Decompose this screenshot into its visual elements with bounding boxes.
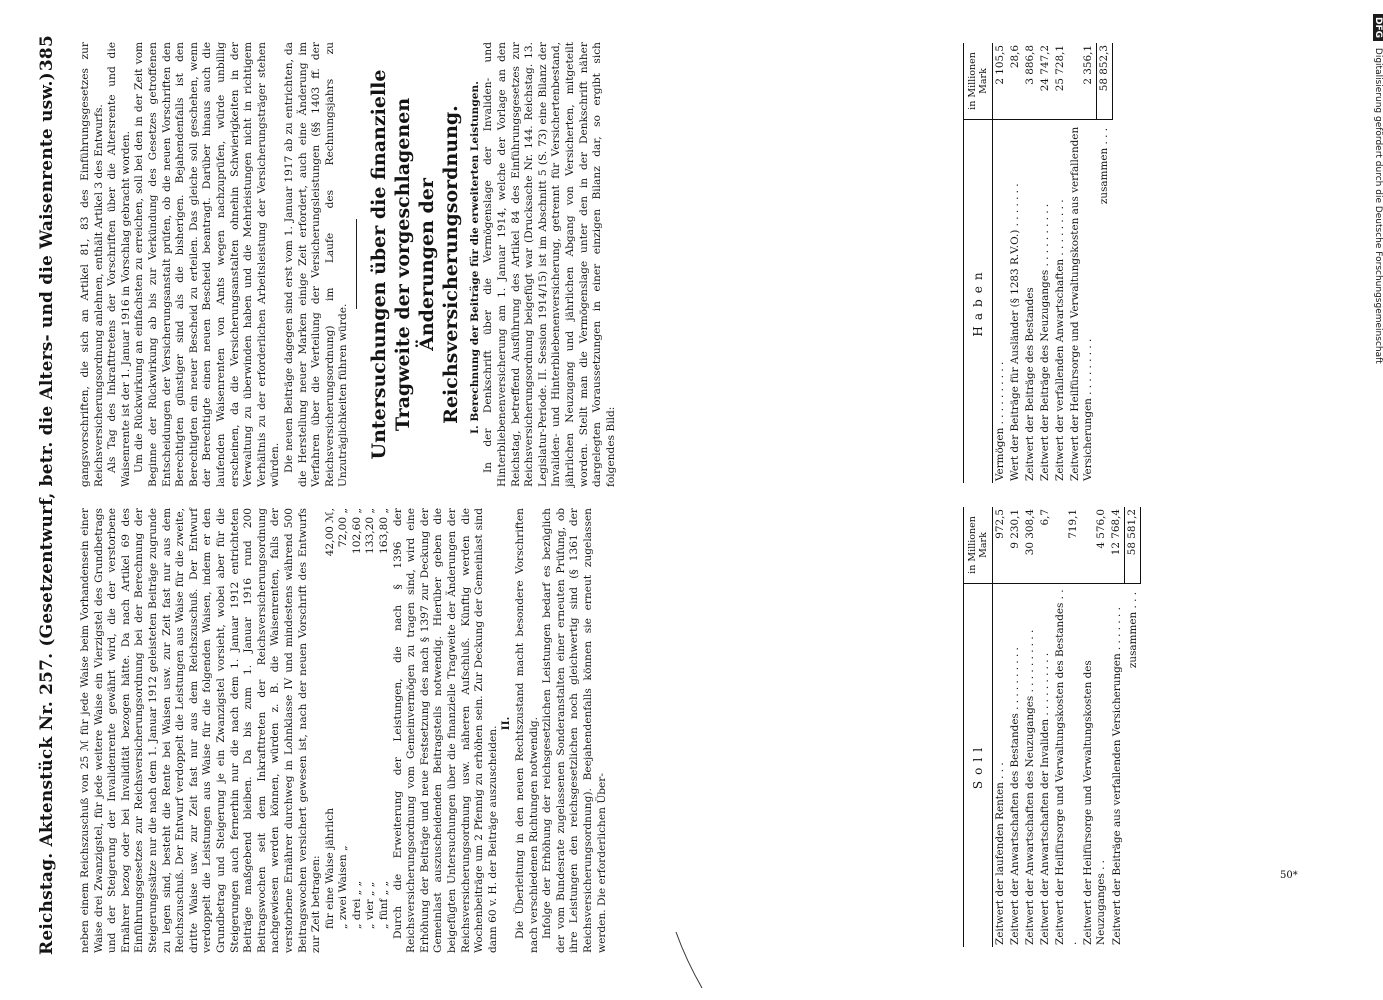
unit-heading: in Millionen Mark: [964, 507, 993, 584]
table-row: Zeitwert der Heilfürsorge und Verwaltungskosten des Neuzuganges . . 4 576,0: [1082, 509, 1107, 945]
table-row: Zeitwert der Anwartschaften des Neuzuganges . . . . . . . . . . 30 308,4: [1024, 509, 1036, 945]
roman-numeral-heading: II.: [500, 716, 513, 731]
paragraph: Als Tag des Inkrafttretens der Vorschriften über die Altersrente und die Waisenrente ist der 1. Januar 1916 in Vorschlag gebracht worden.: [106, 42, 132, 487]
table-row: Vermögen . . . . . . . . . . 2 105,5: [994, 45, 1006, 481]
haben-heading: Haben: [964, 120, 993, 484]
table-row: Zeitwert der verfallenden Anwartschaften . . . . . . . . . 25 728,1: [1054, 45, 1066, 481]
unit-heading: in Millionen Mark: [964, 43, 993, 120]
header-title: Reichstag. Aktenstück Nr. 257. (Gesetzentwurf, betr. die Alters- und die Waisenrente usw.): [37, 72, 57, 955]
dfg-logo: DFG: [1373, 14, 1383, 41]
left-column: [79, 508, 609, 953]
total-row: zusammen . . . 58 852,3: [1097, 45, 1110, 205]
divider: [356, 220, 357, 310]
paragraph: neben einem Reichszuschuß von 25 ℳ für jede Waise beim Vorhandensein einer Waise drei Zwanzigstel, für jede weitere Waise ein Vierzigstel des Grundbetrags und der Steigerung der Invalidenrente gewährt wird, die der verstorbene Ernährer bezog oder bei Invalidität bezogen hätte. Da nach Artikel 69 des Einführungsgesetzes zur Reichsversicherungsordnung bei der Berechnung der Steigerungssätze nur die nach dem 1. Januar 1912 geleisteten Beiträge zugrunde zu legen sind, besteht die Rente bei Waisen usw. zur Zeit fast nur aus dem Reichszuschuß. Der Entwurf verdoppelt die Leistungen aus Waise für die zweite, dritte Waise usw. zur Zeit fast nur aus dem Reichszuschuß. Der Entwurf verdoppelt die Leistungen aus Waise für die folgenden Waisen, indem er den Grundbetrag und Steigerung je ein Zwanzigstel vorsieht, wobei aber für die Steigerungen auch fernerhin nur die nach dem 1. Januar 1912 entrichteten Beiträge maßgebend bleiben. Da bis zum 1. Januar 1916 rund 200 Beitragswochen seit dem Inkrafttreten der Reichsversicherungsordnung nachgewiesen werden können, würden z. B. die Waisenrenten, falls der verstorbene Ernährer durchweg in Lohnklasse IV und mindestens während 500 Beitragswochen versichert gewesen ist, nach der neuen Vorschrift des Entwurfs zur Zeit betragen:: [79, 508, 323, 953]
rate-row: „ fünf „ „ 163,80 „: [378, 508, 391, 929]
table-row: Wert der Beiträge für Ausländer (§ 1283 R.V.O.) . . . . . . . 28,6: [1009, 45, 1021, 481]
table-row: Zeitwert der Heilfürsorge und Verwaltungskosten aus verfallenden Versicherungen . . . . . . . . . 2 356,1: [1069, 45, 1094, 481]
total-row: zusammen . . . 58 581,2: [1126, 509, 1139, 669]
haben-table: [963, 43, 1263, 483]
rate-row: „ drei „ „ 102,60 „: [350, 508, 363, 929]
right-column: [79, 42, 618, 487]
soll-table: [963, 507, 1263, 947]
table-row: Zeitwert der Beiträge des Neuzuganges . . . . . . . . . . 24 747,2: [1039, 45, 1051, 481]
subsection-heading: I. Berechnung der Beiträge für die erweiterten Leistungen.: [468, 81, 481, 434]
paragraph: Die neuen Beiträge dagegen sind erst vom 1. Januar 1917 ab zu entrichten, da die Herstellung neuer Marken einige Zeit erfordert, auch eine Änderung im Verfahren über die Verteilung der Versicherungsleistungen (§§ 1403 ff. der Reichsversicherungsordnung) im Laufe des Rechnungsjahrs zu Unzuträglichkeiten führen würde.: [282, 42, 350, 487]
rate-row: „ vier „ „ 133,20 „: [364, 508, 377, 929]
table-row: Zeitwert der Heilfürsorge und Verwaltungskosten des Bestandes . . . 719,1: [1054, 509, 1079, 945]
paragraph: Infolge der Erhöhung der reichsgesetzlichen Leistungen bedarf es bezüglich der vom Bundesrate zugelassenen Sonderanstalten einer erneuten Prüfung, ob ihre Leistungen den reichsgesetzlichen noch gleichwertig sind (§ 1361 der Reichsversicherungsordnung). Beejahendenfalls können sie erneut zugelassen werden. Die erforderlichen Über-: [541, 508, 608, 953]
paragraph: gangsvorschriften, die sich an Artikel 81, 83 des Einführungsgesetzes zur Reichsversicherungsordnung anlehnen, enthält Artikel 3 des Entwurfs.: [79, 42, 105, 487]
paragraph: Um die Rückwirkung an einfachsten zu erreichen, soll bei den in der Zeit vom Beginne der Rückwirkung ab bis zur Verkündung des Gesetzes getroffenen Entscheidungen der Versicherungsanstalt prüfen, ob die neuen Vorschriften den Berechtigten günstiger sind als die bisherigen. Bejahendenfalls ist den Berechtigten ein neuer Bescheid zu erteilen. Das gleiche soll geschehen, wenn der Berechtigte einen neuen Bescheid beantragt. Darüber hinaus auch die laufenden Waisenrenten von Amts wegen nachzuprüfen, würde unbillig erscheinen, da die Versicherungsanstalten ohnehin Schwierigkeiten in der Verwaltung zu überwinden haben und die Mehrleistungen nicht in richtigem Verhältnis zu der erforderlichen Arbeitsleistung der Versicherungsträger stehen würden.: [133, 42, 282, 487]
section-title: Untersuchungen über die finanzielle Tragweite der vorgeschlagenen Änderungen der Reichsversicherungsordnung.: [367, 69, 462, 460]
table-row: Zeitwert der Beiträge aus verfallenden Versicherungen . . . . . . . 12 768,4: [1110, 509, 1123, 945]
paragraph: In der Denkschrift über die Vermögenslage der Invaliden- und Hinterbliebenenversicherung am 1. Januar 1914, welche der Vorlage an den Reichstag, betreffend Ausführung des Artikel 84 des Einführungsgesetzes zur Reichsversicherungsordnung beigefügt war (Drucksache Nr. 144. Reichstag. 13. Legislatur-Periode. II. Session 1914/15) ist im Abschnitt 5 (S. 73) eine Bilanz der Invaliden- und Hinterbliebenenversicherung, getrennt für Versichertenbestand, jährlichen Neuzugang und jährlichen Abgang von Versicherten, mitgeteilt worden. Stellt man die Vermögenslage unter den in der Denkschrift näher dargelegten Voraussetzungen in einer einzigen Bilanz dar, so ergibt sich folgendes Bild:: [482, 42, 617, 487]
paragraph: Die Überleitung in den neuen Rechtszustand macht besondere Vorschriften nach verschiedenen Richtungen notwendig.: [514, 508, 540, 953]
orphan-rates-list: [324, 508, 392, 953]
pencil-mark: [672, 930, 712, 990]
table-row: Zeitwert der Anwartschaften der Invaliden . . . . . . . . . . 6,7: [1039, 509, 1051, 945]
sheet-signature: 50*: [1280, 870, 1298, 881]
document-page: [35, 25, 1365, 965]
soll-heading: Soll: [964, 584, 993, 948]
rate-row: „ zwei Waisen „ 72,00 „: [337, 508, 350, 929]
table-row: Zeitwert der Anwartschaften des Bestandes . . . . . . . . . . 9 230,1: [1009, 509, 1021, 945]
running-header: [37, 35, 67, 955]
digitization-credit: [1369, 14, 1383, 999]
page-number: 385: [37, 35, 57, 72]
paragraph: Durch die Erweiterung der Leistungen, die nach § 1396 der Reichsversicherungsordnung vom Gemeinvermögen zu tragen sind, wird eine Erhöhung der Beiträge und neue Festsetzung des nach § 1397 zur Deckung der Gemeinlast auszuscheidenden Beitragsteils notwendig. Hierüber geben die beigefügten Untersuchungen über die finanzielle Tragweite der Änderungen der Reichsversicherungsordnung usw. näheren Aufschluß. Künftig werden die Wochenbeiträge um 2 Pfennig zu erhöhen sein. Zur Deckung der Gemeinlast sind dann 60 v. H. der Beiträge auszuscheiden.: [391, 508, 499, 953]
table-row: Zeitwert der laufenden Renten . . . 972,5: [994, 509, 1006, 945]
rate-row: für eine Waise jährlich 42,00 ℳ,: [323, 508, 336, 929]
table-row: Zeitwert der Beiträge des Bestandes 3 886,8: [1024, 45, 1036, 481]
credit-text: Digitalisierung gefördert durch die Deutsche Forschungsgemeinschaft: [1373, 47, 1383, 364]
